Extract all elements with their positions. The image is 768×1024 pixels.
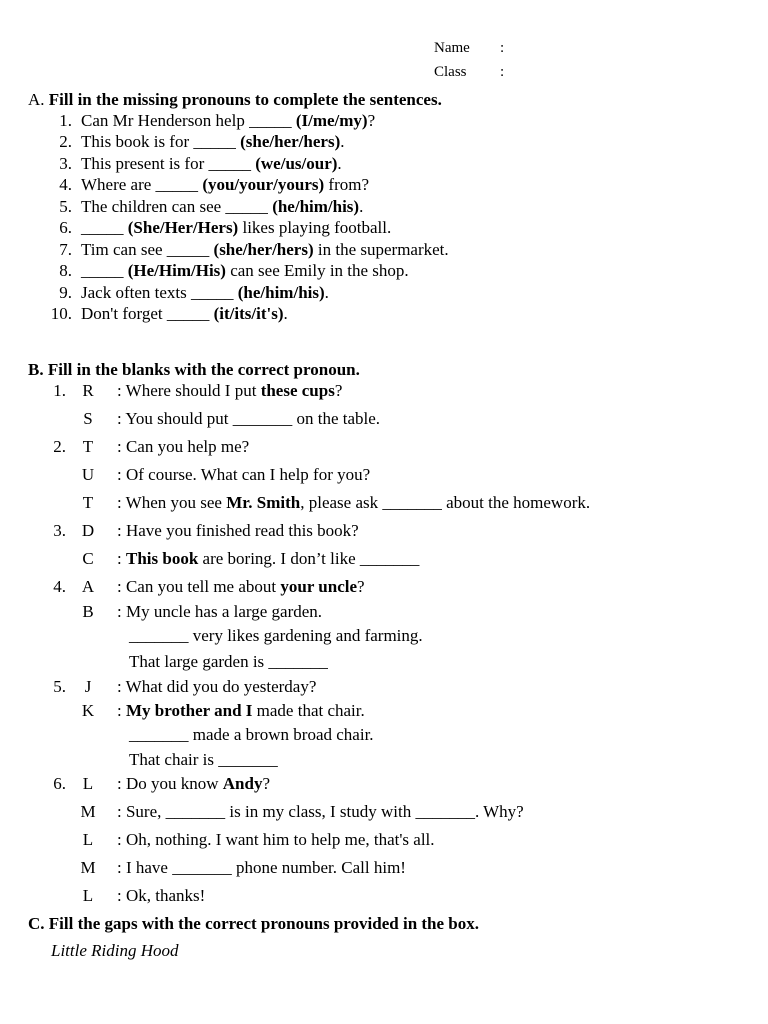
- class-colon: :: [500, 64, 505, 80]
- dialogue-text: : When you see: [117, 493, 227, 512]
- item-number: 3.: [59, 154, 72, 173]
- dialogue-number: 2.: [53, 437, 66, 456]
- speaker-label: T: [82, 493, 94, 512]
- item-text-end: .: [359, 197, 364, 216]
- item-text: Jack often texts _____: [81, 283, 238, 302]
- item-text: This present is for _____: [81, 154, 256, 173]
- item-text-end: .: [337, 154, 342, 173]
- item-text: This book is for _____: [81, 132, 241, 151]
- dialogue-text: :: [117, 701, 126, 720]
- dialogue-bold: This book: [125, 549, 199, 568]
- speaker-label: T: [82, 437, 94, 456]
- section-a-letter: A.: [28, 90, 45, 109]
- dialogue-text: :: [117, 549, 126, 568]
- dialogue-text: : My uncle has a large garden.: [117, 602, 323, 621]
- dialogue-text: : You should put _______ on the table.: [117, 409, 381, 428]
- section-a-item: [46, 198, 363, 215]
- section-a-item: [46, 112, 375, 129]
- item-text: Tim can see _____: [81, 240, 214, 259]
- item-options: (we/us/our): [255, 154, 338, 173]
- class-label: Class: [434, 64, 467, 80]
- item-text-end: from?: [324, 175, 369, 194]
- section-a-item: [46, 262, 409, 279]
- item-options: (he/him/his): [272, 197, 360, 216]
- item-text: Can Mr Henderson help _____: [81, 111, 296, 130]
- dialogue-text-end: , please ask _______ about the homework.: [300, 493, 591, 512]
- dialogue-text: That chair is _______: [129, 750, 278, 769]
- item-text-end: ?: [367, 111, 376, 130]
- item-text-end: .: [340, 132, 345, 151]
- item-text: _____: [81, 218, 128, 237]
- dialogue-number: 3.: [53, 521, 66, 540]
- section-a-item: [46, 284, 329, 301]
- speaker-label: M: [80, 858, 96, 877]
- item-text-end: .: [324, 283, 329, 302]
- speaker-label: J: [84, 677, 92, 696]
- dialogue-text: _______ very likes gardening and farming.: [129, 626, 423, 645]
- item-options: (you/your/yours): [202, 175, 325, 194]
- dialogue-bold: Andy: [222, 774, 263, 793]
- dialogue-text: : Sure, _______ is in my class, I study with _______. Why?: [117, 802, 524, 821]
- dialogue-text-end: ?: [334, 381, 343, 400]
- dialogue-number: 6.: [53, 774, 66, 793]
- speaker-label: C: [82, 549, 94, 568]
- name-label: Name: [434, 40, 470, 56]
- item-number: 7.: [59, 240, 72, 259]
- section-b-heading: [28, 361, 360, 378]
- item-options: (He/Him/His): [127, 261, 226, 280]
- section-a-item: [46, 176, 369, 193]
- dialogue-text: : Of course. What can I help for you?: [117, 465, 371, 484]
- section-a-item: [46, 219, 391, 236]
- dialogue-text: : Ok, thanks!: [117, 886, 206, 905]
- dialogue-text: : I have _______ phone number. Call him!: [117, 858, 406, 877]
- item-number: 8.: [59, 261, 72, 280]
- dialogue-text: : Have you finished read this book?: [117, 521, 359, 540]
- dialogue-text: : Can you help me?: [117, 437, 250, 456]
- item-number: 6.: [59, 218, 72, 237]
- item-text-end: .: [283, 304, 288, 323]
- item-text: Don't forget _____: [81, 304, 214, 323]
- item-options: (I/me/my): [295, 111, 368, 130]
- name-colon: :: [500, 40, 505, 56]
- speaker-label: L: [82, 886, 94, 905]
- item-options: (it/its/it's): [213, 304, 284, 323]
- item-number: 4.: [59, 175, 72, 194]
- dialogue-text: : Can you tell me about: [117, 577, 281, 596]
- item-text-end: can see Emily in the shop.: [225, 261, 409, 280]
- item-number: 10.: [50, 304, 72, 323]
- section-a-item: [46, 133, 344, 150]
- speaker-label: D: [81, 521, 95, 540]
- speaker-label: L: [82, 774, 94, 793]
- dialogue-bold: these cups: [260, 381, 335, 400]
- dialogue-text: _______ made a brown broad chair.: [129, 725, 374, 744]
- speaker-label: S: [83, 409, 93, 428]
- dialogue-text: : What did you do yesterday?: [117, 677, 317, 696]
- item-text-end: likes playing football.: [238, 218, 392, 237]
- speaker-label: A: [81, 577, 95, 596]
- dialogue-text-end: are boring. I don’t like _______: [198, 549, 420, 568]
- dialogue-bold: Mr. Smith: [226, 493, 301, 512]
- section-a-heading: [28, 91, 442, 108]
- section-c-heading: [28, 915, 479, 932]
- item-options: (She/Her/Hers): [127, 218, 239, 237]
- speaker-label: R: [82, 381, 94, 400]
- dialogue-text: That large garden is _______: [129, 652, 328, 671]
- section-a-title: Fill in the missing pronouns to complete the sentences.: [48, 90, 442, 109]
- dialogue-number: 4.: [53, 577, 66, 596]
- section-b-title: Fill in the blanks with the correct pronoun.: [47, 360, 360, 379]
- item-number: 2.: [59, 132, 72, 151]
- speaker-label: M: [80, 802, 96, 821]
- section-a-item: [46, 305, 288, 322]
- item-text: _____: [81, 261, 128, 280]
- speaker-label: B: [82, 602, 94, 621]
- dialogue-number: 1.: [53, 381, 66, 400]
- item-options: (he/him/his): [237, 283, 325, 302]
- dialogue-number: 5.: [53, 677, 66, 696]
- section-a-item: [46, 155, 342, 172]
- item-number: 1.: [59, 111, 72, 130]
- item-number: 9.: [59, 283, 72, 302]
- dialogue-bold: My brother and I: [125, 701, 253, 720]
- item-text-end: in the supermarket.: [313, 240, 449, 259]
- item-number: 5.: [59, 197, 72, 216]
- dialogue-text-end: ?: [357, 577, 365, 596]
- dialogue-text-end: made that chair.: [252, 701, 365, 720]
- speaker-label: L: [82, 830, 94, 849]
- item-options: (she/her/hers): [213, 240, 314, 259]
- speaker-label: U: [81, 465, 95, 484]
- item-options: (she/her/hers): [240, 132, 341, 151]
- dialogue-text: : Where should I put: [117, 381, 261, 400]
- section-a-item: [46, 241, 449, 258]
- section-c-letter: C.: [28, 914, 45, 933]
- section-b-letter: B.: [28, 360, 44, 379]
- dialogue-text-end: ?: [262, 774, 271, 793]
- dialogue-text: : Oh, nothing. I want him to help me, that's all.: [117, 830, 435, 849]
- dialogue-text: : Do you know: [117, 774, 223, 793]
- story-title: Little Riding Hood: [51, 941, 179, 960]
- dialogue-bold: your uncle: [280, 577, 358, 596]
- speaker-label: K: [81, 701, 95, 720]
- item-text: Where are _____: [81, 175, 203, 194]
- item-text: The children can see _____: [81, 197, 273, 216]
- section-c-title: Fill the gaps with the correct pronouns provided in the box.: [48, 914, 480, 933]
